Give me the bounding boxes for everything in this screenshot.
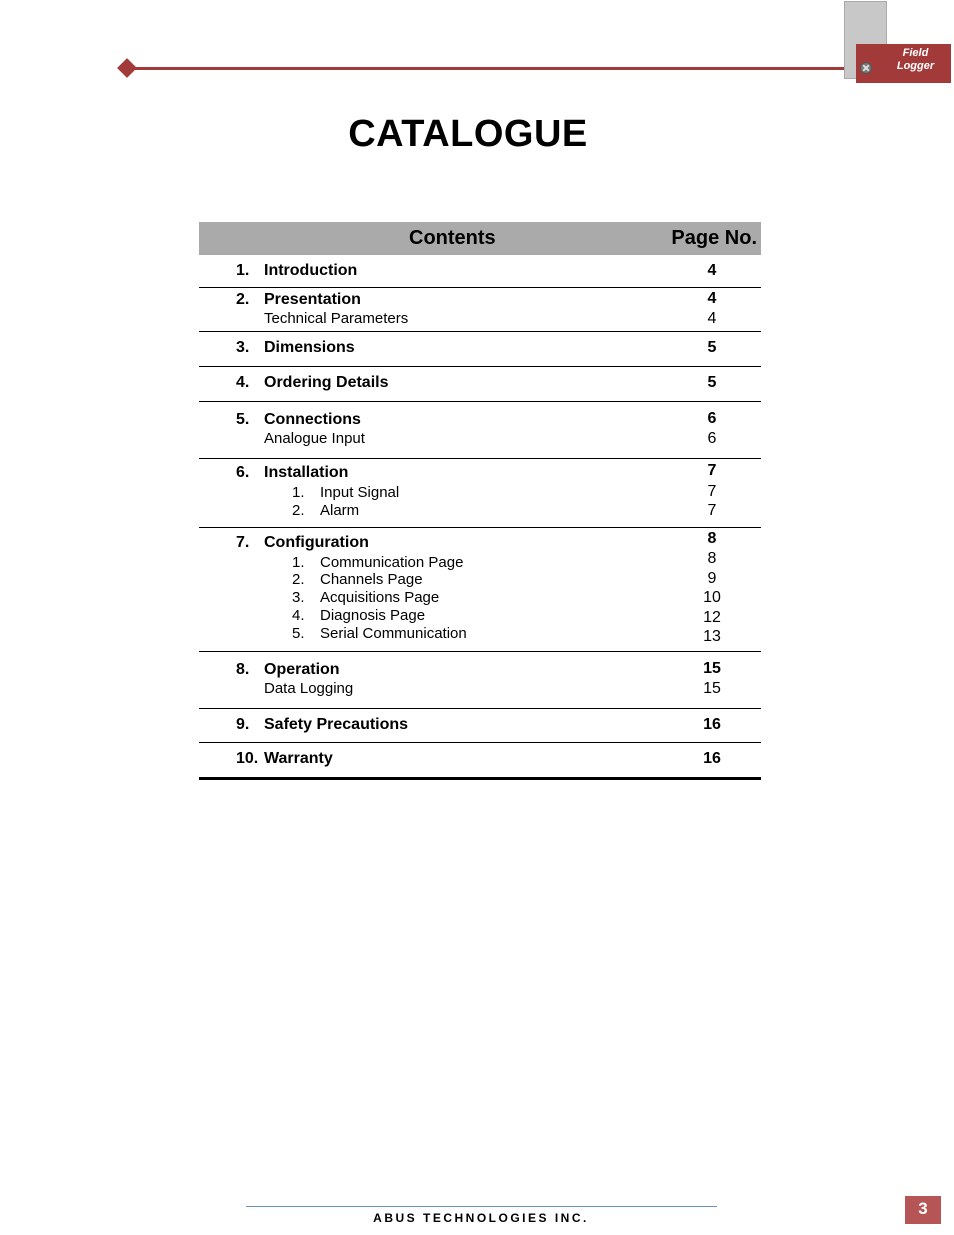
toc-page: 5 <box>707 339 717 356</box>
toc-page: 5 <box>707 374 717 391</box>
toc-sub-page: 7 <box>707 502 717 519</box>
footer-rule <box>246 1206 717 1207</box>
toc-num: 4. <box>236 374 250 391</box>
toc-num: 1. <box>236 262 250 279</box>
toc-row <box>199 332 761 367</box>
brand-line-2: Logger <box>896 60 935 72</box>
toc-header <box>199 222 761 255</box>
toc-page: 8 <box>707 530 717 547</box>
toc-row <box>199 367 761 402</box>
toc-sub-page: 6 <box>707 430 717 447</box>
toc-sub-num: 2. <box>292 502 305 519</box>
toc-sub-page: 12 <box>703 609 721 626</box>
toc-page: 6 <box>707 410 717 427</box>
toc-sub-num: 3. <box>292 589 305 606</box>
toc-link[interactable]: Ordering Details <box>264 374 389 391</box>
toc-link[interactable]: Safety Precautions <box>264 716 409 733</box>
toc-sub-num: 4. <box>292 607 305 624</box>
toc-sub-num: 1. <box>292 554 305 571</box>
toc-page: 15 <box>703 660 721 677</box>
toc-row <box>199 255 761 288</box>
toc-row <box>199 652 761 709</box>
toc-sub-num: 2. <box>292 571 305 588</box>
toc-sub-page: 4 <box>707 310 717 327</box>
toc-link[interactable]: Installation <box>264 464 349 481</box>
toc-sub-link[interactable]: Technical Parameters <box>264 310 409 327</box>
toc-num: 10. <box>236 750 259 767</box>
toc-row <box>199 743 761 780</box>
toc-sub-link[interactable]: Alarm <box>320 502 360 519</box>
toc-num: 9. <box>236 716 250 733</box>
toc-sub-link[interactable]: Analogue Input <box>264 430 365 447</box>
toc-sub-page: 9 <box>707 570 717 587</box>
toc-page: 4 <box>707 290 717 307</box>
page-number: 3 <box>918 1199 928 1218</box>
toc-link[interactable]: Dimensions <box>264 339 355 356</box>
page-title: CATALOGUE <box>348 113 588 155</box>
toc-link[interactable]: Connections <box>264 411 361 428</box>
toc-sub-page: 10 <box>703 589 721 606</box>
toc-row <box>199 288 761 332</box>
toc-sub-page: 7 <box>707 483 717 500</box>
toc-page: 4 <box>707 262 717 279</box>
toc-sub-page: 15 <box>703 680 721 697</box>
toc-num: 3. <box>236 339 250 356</box>
toc-header-contents: Contents <box>409 227 496 249</box>
toc-link[interactable]: Presentation <box>264 291 361 308</box>
toc-page: 16 <box>703 716 721 733</box>
toc-num: 6. <box>236 464 250 481</box>
toc-page: 16 <box>703 750 721 767</box>
toc-row <box>199 402 761 459</box>
brand-label <box>887 47 944 73</box>
toc-row <box>199 459 761 528</box>
toc-sub-link[interactable]: Serial Communication <box>320 625 467 642</box>
header-diamond-icon <box>117 58 137 78</box>
toc-num: 5. <box>236 411 250 428</box>
toc-row <box>199 709 761 743</box>
header-rule <box>126 67 844 70</box>
toc-sub-link[interactable]: Acquisitions Page <box>320 589 440 606</box>
toc-link[interactable]: Introduction <box>264 262 358 279</box>
toc-num: 7. <box>236 534 250 551</box>
toc-sub-link[interactable]: Channels Page <box>320 571 423 588</box>
toc-header-page: Page No. <box>671 227 757 249</box>
toc-link[interactable]: Operation <box>264 661 340 678</box>
close-knob-icon <box>860 62 872 74</box>
toc-link[interactable]: Configuration <box>264 534 369 551</box>
toc-page: 7 <box>707 462 717 479</box>
toc-sub-link[interactable]: Diagnosis Page <box>320 607 426 624</box>
toc-num: 2. <box>236 291 250 308</box>
toc-sub-link[interactable]: Input Signal <box>320 484 400 501</box>
toc-sub-num: 5. <box>292 625 305 642</box>
toc-sub-page: 13 <box>703 628 721 645</box>
toc-sub-page: 8 <box>707 550 717 567</box>
footer-company: ABUS TECHNOLOGIES INC. <box>373 1211 589 1225</box>
brand-line-1: Field <box>902 47 929 59</box>
toc-sub-num: 1. <box>292 484 305 501</box>
toc-sub-link[interactable]: Communication Page <box>320 554 464 571</box>
toc-num: 8. <box>236 661 250 678</box>
toc-table <box>199 222 761 780</box>
toc-link[interactable]: Warranty <box>264 750 333 767</box>
toc-row <box>199 528 761 652</box>
toc-sub-link[interactable]: Data Logging <box>264 680 354 697</box>
